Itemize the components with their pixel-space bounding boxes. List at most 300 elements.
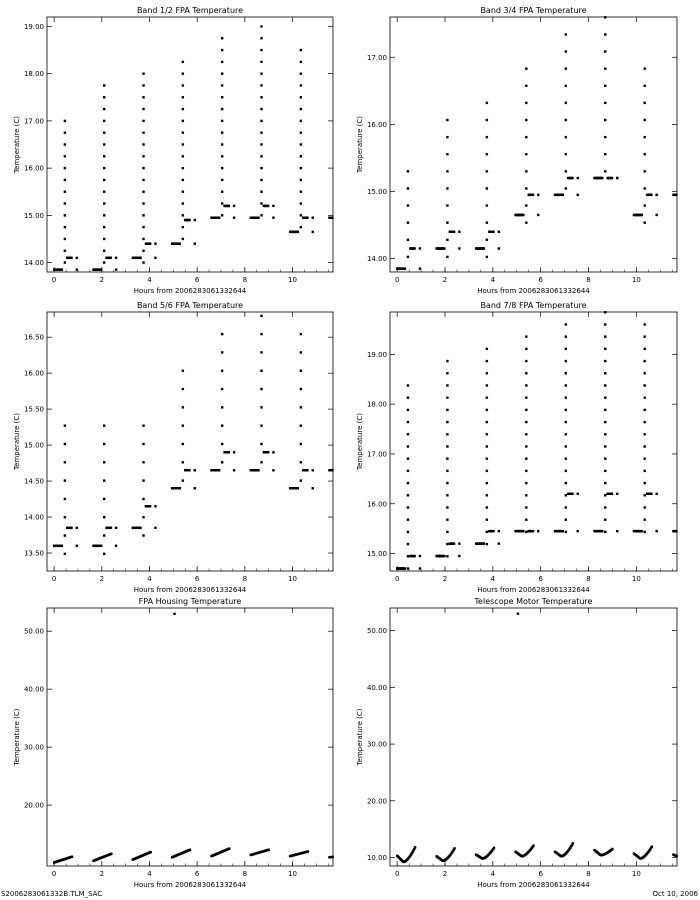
data-point: [644, 433, 646, 435]
data-point: [446, 518, 448, 520]
data-point: [103, 214, 105, 216]
data-point: [562, 530, 564, 532]
data-point: [611, 848, 613, 850]
data-point: [182, 238, 184, 240]
data-point: [486, 170, 488, 172]
data-point: [486, 136, 488, 138]
data-point: [307, 850, 309, 852]
data-point: [115, 527, 117, 529]
y-axis-label: Temperature (C): [356, 708, 364, 766]
chart-panel-1: [13, 6, 334, 295]
data-point: [179, 242, 181, 244]
data-point: [525, 187, 527, 189]
data-point: [407, 256, 409, 258]
data-point: [407, 506, 409, 508]
data-point: [64, 479, 66, 481]
data-point: [182, 226, 184, 228]
data-point: [486, 239, 488, 241]
data-point: [493, 847, 495, 849]
data-point: [64, 443, 66, 445]
data-point: [446, 170, 448, 172]
data-point: [182, 406, 184, 408]
data-point: [486, 482, 488, 484]
data-point: [675, 530, 677, 532]
data-point: [446, 396, 448, 398]
data-point: [446, 409, 448, 411]
data-point: [407, 567, 409, 569]
data-point: [644, 221, 646, 223]
data-point: [260, 96, 262, 98]
data-point: [601, 177, 603, 179]
x-tick-label: 2: [442, 575, 448, 583]
data-point: [260, 131, 262, 133]
x-tick-label: 10: [288, 575, 297, 583]
data-point: [486, 396, 488, 398]
data-point: [64, 250, 66, 252]
y-tick-label: 19.00: [23, 22, 44, 31]
data-point: [446, 119, 448, 121]
data-point: [115, 257, 117, 259]
data-point: [565, 102, 567, 104]
data-point: [221, 167, 223, 169]
data-point: [486, 348, 488, 350]
data-point: [260, 25, 262, 27]
data-point: [267, 451, 269, 453]
x-tick-label: 6: [538, 870, 543, 878]
data-point: [604, 421, 606, 423]
data-point: [604, 119, 606, 121]
data-point: [611, 493, 613, 495]
data-point: [76, 257, 78, 259]
x-tick-label: 10: [631, 870, 641, 878]
data-point: [306, 469, 308, 471]
data-point: [297, 231, 299, 233]
data-point: [64, 191, 66, 193]
data-point: [103, 143, 105, 145]
data-point: [650, 493, 652, 495]
data-point: [565, 518, 567, 520]
data-point: [407, 531, 409, 533]
data-point: [565, 482, 567, 484]
data-point: [221, 108, 223, 110]
data-point: [64, 143, 66, 145]
plot-frame: [47, 608, 333, 866]
y-tick-label: 16.00: [366, 500, 387, 509]
data-point: [260, 388, 262, 390]
data-point: [306, 216, 308, 218]
data-point: [173, 613, 175, 615]
data-point: [260, 424, 262, 426]
data-point: [103, 191, 105, 193]
data-point: [407, 518, 409, 520]
data-point: [300, 461, 302, 463]
data-point: [64, 553, 66, 555]
data-point: [260, 315, 262, 317]
data-point: [604, 311, 606, 313]
data-point: [604, 372, 606, 374]
data-point: [142, 155, 144, 157]
data-point: [182, 424, 184, 426]
data-point: [221, 49, 223, 51]
data-point: [221, 120, 223, 122]
data-point: [413, 555, 415, 557]
data-point: [142, 179, 144, 181]
data-point: [312, 469, 314, 471]
data-point: [103, 250, 105, 252]
data-point: [228, 205, 230, 207]
chart-panel-6: [356, 597, 678, 889]
data-point: [644, 67, 646, 69]
data-point: [300, 388, 302, 390]
y-tick-label: 18.00: [23, 70, 44, 79]
data-point: [565, 335, 567, 337]
y-tick-label: 15.00: [366, 550, 387, 559]
data-point: [182, 202, 184, 204]
data-point: [407, 421, 409, 423]
data-point: [103, 202, 105, 204]
data-point: [76, 268, 78, 270]
data-point: [565, 372, 567, 374]
x-tick-label: 0: [51, 575, 57, 583]
data-point: [655, 194, 657, 196]
x-tick-label: 10: [288, 276, 297, 284]
data-point: [221, 370, 223, 372]
data-point: [154, 527, 156, 529]
data-point: [64, 516, 66, 518]
data-point: [182, 479, 184, 481]
data-point: [604, 335, 606, 337]
data-point: [149, 505, 151, 507]
data-point: [498, 530, 500, 532]
data-point: [486, 531, 488, 533]
data-point: [644, 506, 646, 508]
y-tick-label: 14.00: [366, 255, 387, 264]
data-point: [61, 545, 63, 547]
chart-title: Telescope Motor Temperature: [474, 597, 593, 606]
data-point: [139, 527, 141, 529]
y-axis-label: Temperature (C): [13, 413, 21, 470]
data-point: [103, 479, 105, 481]
data-point: [103, 155, 105, 157]
data-point: [300, 143, 302, 145]
data-point: [446, 256, 448, 258]
data-point: [644, 421, 646, 423]
y-tick-label: 30.00: [23, 743, 44, 752]
data-point: [446, 555, 448, 557]
data-point: [103, 131, 105, 133]
data-point: [260, 72, 262, 74]
data-point: [221, 72, 223, 74]
data-point: [154, 257, 156, 259]
x-tick-label: 10: [631, 575, 641, 583]
data-point: [267, 849, 269, 851]
data-point: [407, 409, 409, 411]
data-point: [404, 567, 406, 569]
data-point: [446, 153, 448, 155]
data-point: [300, 96, 302, 98]
data-point: [486, 409, 488, 411]
data-point: [297, 487, 299, 489]
data-point: [404, 267, 406, 269]
chart-panel-4: [356, 301, 678, 594]
data-point: [577, 194, 579, 196]
x-tick-label: 6: [194, 870, 200, 878]
data-point: [517, 612, 519, 614]
data-point: [644, 494, 646, 496]
data-point: [142, 479, 144, 481]
data-point: [486, 187, 488, 189]
data-point: [644, 470, 646, 472]
data-point: [486, 494, 488, 496]
data-point: [577, 177, 579, 179]
data-point: [331, 856, 333, 858]
data-point: [525, 136, 527, 138]
data-point: [233, 205, 235, 207]
data-point: [142, 214, 144, 216]
data-point: [221, 388, 223, 390]
data-point: [486, 372, 488, 374]
data-point: [486, 506, 488, 508]
data-point: [525, 348, 527, 350]
data-point: [142, 424, 144, 426]
data-point: [565, 348, 567, 350]
x-tick-label: 10: [288, 870, 297, 878]
data-point: [103, 96, 105, 98]
data-point: [577, 493, 579, 495]
data-point: [221, 406, 223, 408]
chart-title: Band 7/8 FPA Temperature: [480, 301, 587, 310]
data-point: [182, 214, 184, 216]
data-point: [604, 33, 606, 35]
data-point: [446, 136, 448, 138]
data-point: [272, 205, 274, 207]
y-tick-label: 14.00: [23, 513, 44, 522]
data-point: [604, 67, 606, 69]
data-point: [604, 170, 606, 172]
data-point: [525, 335, 527, 337]
data-point: [486, 470, 488, 472]
data-point: [525, 421, 527, 423]
data-point: [407, 396, 409, 398]
data-point: [142, 131, 144, 133]
data-point: [407, 221, 409, 223]
data-point: [486, 204, 488, 206]
data-point: [142, 108, 144, 110]
data-point: [525, 85, 527, 87]
data-point: [655, 493, 657, 495]
data-point: [604, 445, 606, 447]
data-point: [644, 396, 646, 398]
data-point: [525, 445, 527, 447]
data-point: [565, 409, 567, 411]
data-point: [142, 516, 144, 518]
data-point: [407, 457, 409, 459]
x-axis-label: Hours from 2006283061332644: [477, 287, 590, 295]
x-tick-label: 2: [442, 870, 448, 878]
data-point: [103, 120, 105, 122]
data-point: [522, 214, 524, 216]
data-point: [644, 445, 646, 447]
data-point: [188, 219, 190, 221]
x-tick-label: 2: [99, 870, 105, 878]
data-point: [194, 242, 196, 244]
x-tick-label: 2: [99, 575, 105, 583]
data-point: [644, 518, 646, 520]
data-point: [142, 534, 144, 536]
data-point: [182, 461, 184, 463]
data-point: [644, 102, 646, 104]
data-point: [604, 102, 606, 104]
data-point: [64, 167, 66, 169]
data-point: [407, 470, 409, 472]
data-point: [565, 470, 567, 472]
data-point: [142, 226, 144, 228]
data-point: [675, 194, 677, 196]
data-point: [565, 50, 567, 52]
data-point: [221, 202, 223, 204]
data-point: [616, 177, 618, 179]
data-point: [604, 531, 606, 533]
data-point: [142, 167, 144, 169]
data-point: [300, 191, 302, 193]
chart-panel-3: [13, 301, 334, 594]
data-point: [446, 204, 448, 206]
data-point: [604, 482, 606, 484]
data-point: [446, 433, 448, 435]
x-axis-label: Hours from 2006283061332644: [133, 586, 247, 594]
data-point: [443, 555, 445, 557]
data-point: [414, 846, 416, 848]
y-tick-label: 16.00: [366, 120, 387, 129]
x-tick-label: 6: [194, 575, 200, 583]
x-axis-label: Hours from 2006283061332644: [477, 881, 590, 889]
data-point: [655, 530, 657, 532]
y-tick-label: 19.00: [366, 350, 387, 359]
y-tick-label: 16.00: [23, 369, 44, 378]
data-point: [604, 50, 606, 52]
data-point: [221, 84, 223, 86]
data-point: [525, 221, 527, 223]
chart-title: Band 1/2 FPA Temperature: [136, 6, 244, 15]
y-tick-label: 16.00: [23, 164, 44, 173]
data-point: [233, 451, 235, 453]
y-tick-label: 20.00: [366, 797, 387, 806]
data-point: [565, 136, 567, 138]
y-axis-label: Temperature (C): [13, 708, 21, 766]
data-point: [644, 170, 646, 172]
data-point: [257, 216, 259, 218]
data-point: [300, 443, 302, 445]
data-point: [446, 457, 448, 459]
data-point: [115, 545, 117, 547]
data-point: [312, 216, 314, 218]
data-point: [103, 553, 105, 555]
y-tick-label: 50.00: [23, 627, 44, 636]
data-point: [604, 494, 606, 496]
data-point: [182, 443, 184, 445]
data-point: [525, 482, 527, 484]
data-point: [458, 542, 460, 544]
data-point: [446, 506, 448, 508]
data-point: [616, 493, 618, 495]
data-point: [142, 443, 144, 445]
x-tick-label: 8: [586, 575, 591, 583]
y-tick-label: 17.00: [366, 53, 387, 62]
chart-title: FPA Housing Temperature: [138, 597, 242, 606]
data-point: [525, 396, 527, 398]
data-point: [571, 493, 573, 495]
data-point: [537, 194, 539, 196]
data-point: [565, 323, 567, 325]
data-point: [194, 219, 196, 221]
data-point: [486, 119, 488, 121]
data-point: [221, 155, 223, 157]
x-tick-label: 4: [490, 575, 496, 583]
x-tick-label: 0: [394, 870, 400, 878]
data-point: [300, 202, 302, 204]
data-point: [110, 527, 112, 529]
chart-title: Band 3/4 FPA Temperature: [480, 6, 587, 15]
data-point: [565, 153, 567, 155]
data-point: [498, 542, 500, 544]
data-point: [446, 239, 448, 241]
data-point: [182, 96, 184, 98]
data-point: [644, 482, 646, 484]
data-point: [565, 506, 567, 508]
data-point: [486, 421, 488, 423]
data-point: [565, 384, 567, 386]
data-point: [300, 226, 302, 228]
data-point: [300, 120, 302, 122]
data-point: [458, 231, 460, 233]
data-point: [525, 409, 527, 411]
data-point: [182, 120, 184, 122]
data-point: [446, 445, 448, 447]
data-point: [486, 445, 488, 447]
data-point: [221, 333, 223, 335]
data-point: [103, 534, 105, 536]
data-point: [300, 155, 302, 157]
data-point: [182, 84, 184, 86]
y-tick-label: 15.00: [23, 441, 44, 450]
x-tick-label: 2: [442, 276, 448, 284]
data-point: [218, 216, 220, 218]
data-point: [655, 214, 657, 216]
data-point: [525, 119, 527, 121]
data-point: [64, 202, 66, 204]
data-point: [300, 167, 302, 169]
data-point: [407, 543, 409, 545]
data-point: [565, 170, 567, 172]
data-point: [644, 457, 646, 459]
data-point: [644, 187, 646, 189]
data-series: [53, 25, 334, 271]
data-point: [103, 238, 105, 240]
data-point: [331, 216, 333, 218]
data-point: [458, 555, 460, 557]
data-point: [525, 531, 527, 533]
data-point: [446, 187, 448, 189]
data-point: [142, 143, 144, 145]
data-point: [486, 360, 488, 362]
data-point: [300, 131, 302, 133]
x-tick-label: 8: [586, 870, 591, 878]
data-point: [142, 461, 144, 463]
data-point: [300, 370, 302, 372]
data-point: [407, 187, 409, 189]
data-point: [260, 443, 262, 445]
y-tick-label: 30.00: [366, 740, 387, 749]
